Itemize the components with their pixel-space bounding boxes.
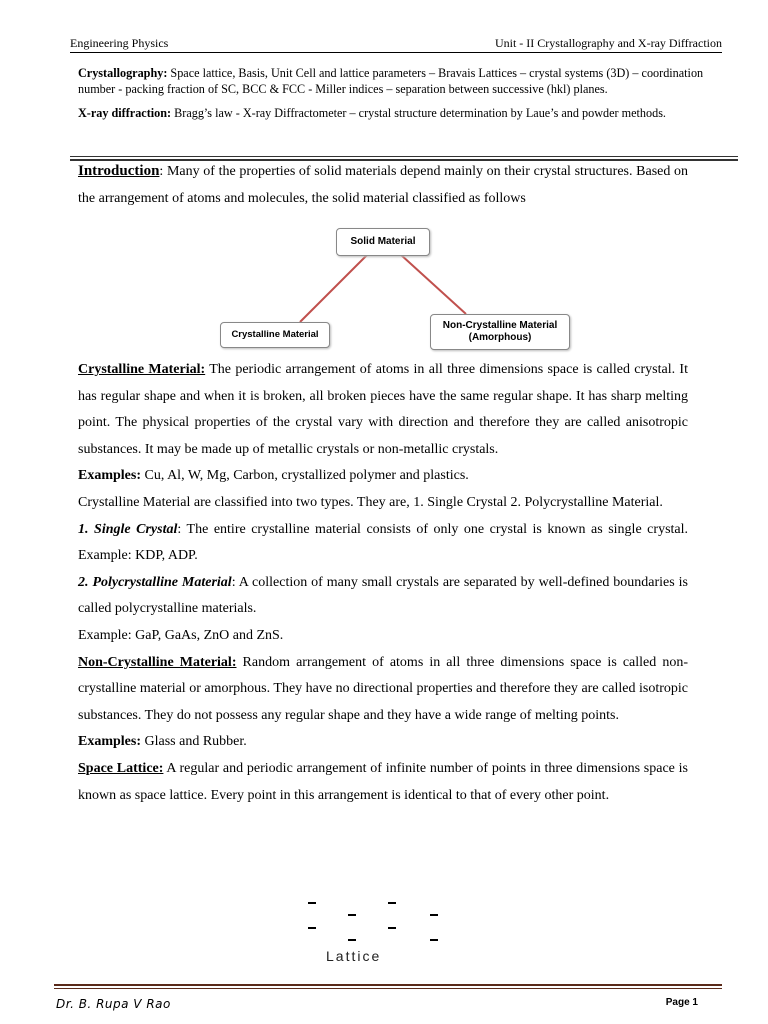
lattice-point xyxy=(430,914,438,916)
node-solid-material: Solid Material xyxy=(336,228,430,256)
header-left: Engineering Physics xyxy=(70,36,169,50)
xray-text: Bragg’s law - X-ray Diffractometer – crystal structure determination by Laue’s and powder methods. xyxy=(171,106,666,120)
lattice-point xyxy=(308,927,316,929)
xray-label: X-ray diffraction: xyxy=(78,106,172,120)
space-lattice-paragraph xyxy=(78,756,688,809)
space-lattice-label: Space Lattice: xyxy=(78,760,164,776)
footer-page-number: Page 1 xyxy=(665,997,698,1008)
intro-block xyxy=(78,158,688,212)
noncrystalline-examples xyxy=(78,729,688,756)
crystalline-label: Crystalline Material: xyxy=(78,362,206,377)
crystalline-examples xyxy=(78,463,688,490)
lattice-point xyxy=(388,927,396,929)
crystalline-examples-label: Examples: xyxy=(78,468,141,484)
noncrystalline-label: Non-Crystalline Material: xyxy=(78,654,237,670)
section-rule-thin xyxy=(70,156,738,157)
intro-label: Introduction xyxy=(78,163,160,179)
crystalline-types: Crystalline Material are classified into two types. They are, 1. Single Crystal 2. Polycrystalline Material. xyxy=(78,494,663,510)
solid-material-diagram xyxy=(218,222,578,354)
poly-crystal-paragraph xyxy=(78,570,688,623)
poly-crystal-text: : A collection of many small crystals are separated by well-defined boundaries is called polycrystalline materials. xyxy=(78,574,688,617)
noncrystalline-paragraph xyxy=(78,650,688,730)
crystalline-text: The periodic arrangement of atoms in all three dimensions space is called crystal. It has regular shape and when it is broken, all broken pieces have the same regular shape. It has sharp melting point. The physical properties of the crystal vary with direction and therefore they are called anisotropic substances. It may be made up of metallic crystals or non-metallic crystals. xyxy=(78,362,688,457)
single-crystal-label: 1. Single Crystal xyxy=(78,521,178,537)
crystallography-label: Crystallography: xyxy=(78,66,168,80)
main-body xyxy=(78,357,688,809)
lattice-point xyxy=(348,939,356,941)
node-crystalline: Crystalline Material xyxy=(220,322,330,348)
space-lattice-text: A regular and periodic arrangement of infinite number of points in three dimensions space is known as space lattice. Every point in this arrangement is identical to that of every other point. xyxy=(78,760,688,803)
lattice-point xyxy=(430,939,438,941)
node-noncrystalline: Non-Crystalline Material (Amorphous) xyxy=(430,314,570,350)
footer-rule-thin xyxy=(54,988,722,989)
header-rule xyxy=(70,52,722,53)
page-header xyxy=(70,36,722,51)
lattice-point xyxy=(308,902,316,904)
line-to-crystalline xyxy=(300,254,368,322)
noncrystalline-examples-label: Examples: xyxy=(78,734,141,750)
lattice-caption: Lattice xyxy=(326,948,382,964)
crystalline-examples-text: Cu, Al, W, Mg, Carbon, crystallized polymer and plastics. xyxy=(141,468,469,484)
poly-crystal-example: Example: GaP, GaAs, ZnO and ZnS. xyxy=(78,627,284,643)
footer-author: Dr. B. Rupa V Rao xyxy=(56,997,171,1011)
lattice-point xyxy=(388,902,396,904)
noncrystalline-examples-text: Glass and Rubber. xyxy=(141,734,247,750)
lattice-point xyxy=(348,914,356,916)
header-right: Unit - II Crystallography and X-ray Diffraction xyxy=(494,36,722,50)
line-to-noncrystalline xyxy=(400,254,466,314)
poly-crystal-label: 2. Polycrystalline Material xyxy=(78,574,232,590)
crystalline-paragraph xyxy=(78,357,688,463)
noncrystalline-text: Random arrangement of atoms in all three dimensions space is called non-crystalline material or amorphous. They have no directional properties and therefore they are called isotropic substances. They do not possess any regular shape and they have a wide range of melting points. xyxy=(78,654,688,723)
footer-rule-thick xyxy=(54,984,722,986)
single-crystal-text: : The entire crystalline material consists of only one crystal is known as single crystal. Example: KDP, ADP. xyxy=(78,521,689,564)
syllabus-xray xyxy=(78,106,708,122)
syllabus-crystallography xyxy=(78,66,708,97)
intro-text: : Many of the properties of solid materials depend mainly on their crystal structures. Based on the arrangement of atoms and molecules, the solid material classified as follows xyxy=(78,164,688,206)
intro-paragraph xyxy=(78,158,688,212)
single-crystal-paragraph xyxy=(78,517,688,570)
crystallography-text: Space lattice, Basis, Unit Cell and lattice parameters – Bravais Lattices – crystal systems (3D) – coordination number - packing fraction of SC, BCC & FCC - Miller indices – separation between successive (hkl) planes. xyxy=(78,66,704,96)
syllabus-block xyxy=(78,66,708,131)
